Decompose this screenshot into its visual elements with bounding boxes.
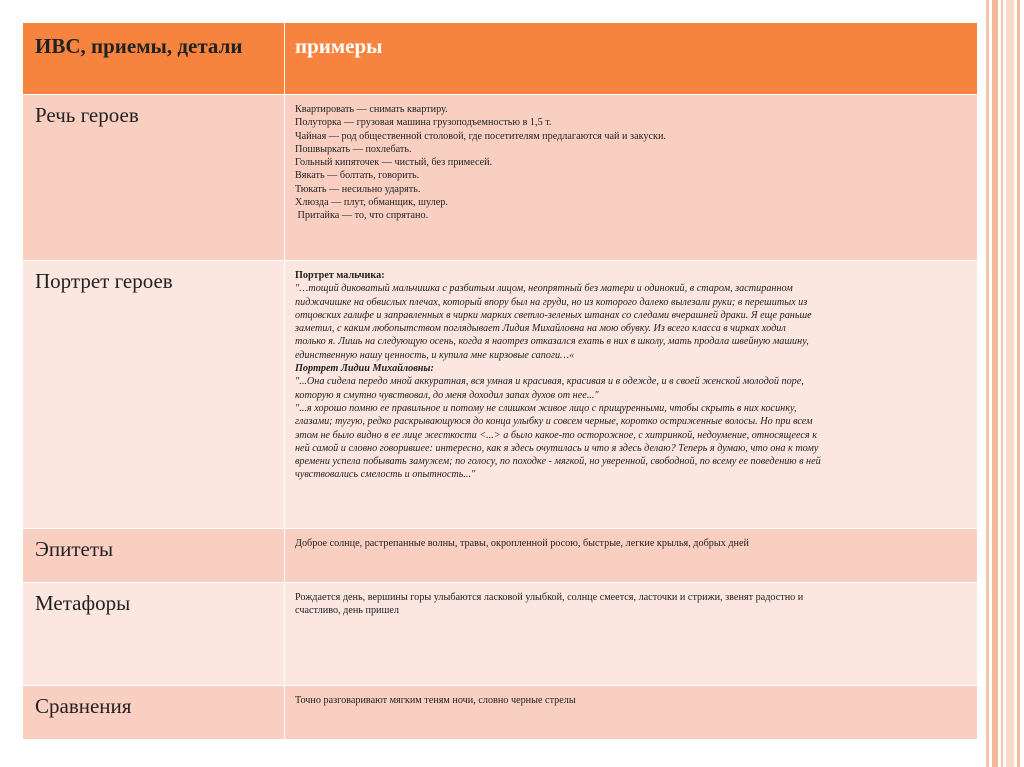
example-line: Вякать — болтать, говорить. [295,170,420,182]
table-row [23,261,978,529]
row-examples-cell [285,95,978,261]
portrait-heading: Портрет Лидии Михайловны: [295,363,434,375]
table-row [23,583,978,686]
row-examples-cell [285,261,978,529]
header-cell-techniques: ИВС, приемы, детали [23,23,285,95]
quote-line: "...я хорошо помню ее правильное и потому не слишком живое лицо с прищуренными, чтобы скрыть в них косинку, [295,402,797,414]
row-label-cell: Метафоры [23,583,285,686]
header-row [23,23,978,95]
row-examples-cell [285,583,978,686]
example-line: Хлюзда — плут, обманщик, шулер. [295,197,448,209]
row-label-cell: Речь героев [23,95,285,261]
quote-line: чувствовались смелость и опытность..." [295,469,476,481]
example-line: Полуторка — грузовая машина грузоподъемностью в 1,5 т. [295,117,552,129]
quote-line: только я. Лишь на следующую осень, когда я наотрез отказался ехать в них в школу, мать продала швейную машину, [295,336,809,348]
example-line: Чайная — род общественной столовой, где посетителям предлагаются чай и закуски. [295,130,666,142]
quote-line: "…тощий диковатый мальчишка с разбитым лицом, неопрятный без матери и одинокий, в старом, застиранном [295,283,793,295]
example-line: Тюкать — несильно ударять. [295,183,421,195]
row-label-cell: Сравнения [23,686,285,740]
example-line: Доброе солнце, растрепанные волны, травы, окропленной росою, быстрые, легкие крылья, добрых дней [295,538,749,549]
quote-line: которую я смутно чувствовал, до меня доходил запах духов от нее..." [295,389,599,401]
example-line: счастливо, день пришел [295,605,399,617]
quote-line: единственную нашу ценность, и купила мне кирзовые сапоги…« [295,349,575,361]
example-line: Точно разговаривают мягким теням ночи, словно черные стрелы [295,695,576,706]
table-row [23,686,978,740]
example-line: Гольный кипяточек — чистый, без примесей. [295,157,493,169]
quote-line: отцовских галифе и заправленных в чирки марких светло-зеленых штанах со следами вчерашней драки. Я еще раньше [295,309,812,321]
quote-line: пиджачишке на обвислых плечах, который впору был на груди, но из которого далеко вылезали руки; в перешитых из [295,296,808,308]
header-cell-examples: примеры [285,23,978,95]
row-label-cell: Портрет героев [23,261,285,529]
portrait-heading: Портрет мальчика: [295,270,385,281]
quote-line: времени успела побывать замужем; по голосу, по походке - мягкой, но уверенной, свободной, по всему ее поведению в ней [295,456,821,468]
example-line: Притайка — то, что спрятано. [295,210,429,222]
quote-line: "...Она сидела передо мной аккуратная, вся умная и красивая, красивая и в одежде, и в своей женской молодой поре, [295,376,804,388]
quote-line: глазами; тугую, редко раскрывающуюся до конца улыбку и совсем черные, коротко остриженные волосы. Но при всем [295,416,813,428]
row-examples-cell [285,529,978,583]
quote-line: этом не было видно в ее лице жесткости <...> а было какое-то осторожное, с хитринкой, недоумение, относящееся к [295,429,817,441]
decorative-side-stripes [984,0,1024,767]
content-table [22,22,978,740]
quote-line: заметил, с каким любопытством поглядывает Лидия Михайловна на мою обувку. Из всего класса в чирках ходил [295,323,786,335]
row-examples-cell [285,686,978,740]
example-line: Рождается день, вершины горы улыбаются ласковой улыбкой, солнце смеется, ласточки и стрижи, звенят радостно и [295,592,804,603]
example-line: Квартировать — снимать квартиру. [295,104,448,115]
table-row [23,95,978,261]
row-label-cell: Эпитеты [23,529,285,583]
table-row [23,529,978,583]
quote-line: ней самой и словно говорившее: интересно, как я здесь очутилась и что я здесь делаю? Теперь я думаю, что она к тому [295,442,819,454]
example-line: Пошвыркать — похлебать. [295,143,412,155]
